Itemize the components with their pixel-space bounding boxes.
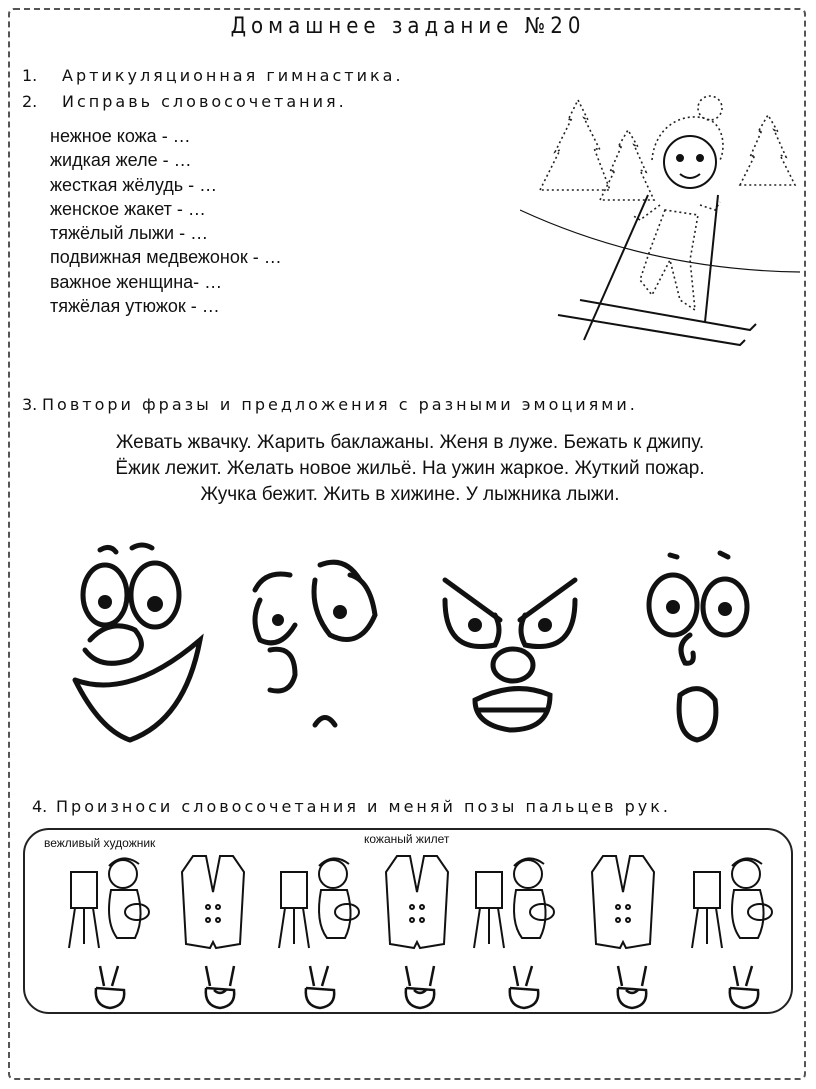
task-text: Произноси словосочетания и меняй позы пальцев рук. bbox=[56, 797, 672, 816]
task-3 bbox=[22, 395, 638, 414]
sentence-line: Жучка бежит. Жить в хижине. У лыжника лыжи. bbox=[200, 484, 620, 505]
v-hand-icon bbox=[502, 962, 546, 1010]
artist-icon bbox=[275, 852, 365, 952]
sentence-line: Жевать жвачку. Жарить баклажаны. Женя в луже. Бежать к джипу. bbox=[115, 432, 705, 453]
task-1 bbox=[22, 66, 404, 85]
vest-icon bbox=[178, 852, 248, 952]
task-number: 1. bbox=[22, 66, 38, 85]
v-hand-icon bbox=[722, 962, 766, 1010]
horns-hand-icon bbox=[610, 962, 654, 1010]
v-hand-icon bbox=[88, 962, 132, 1010]
task-4 bbox=[32, 797, 671, 816]
sentence-block bbox=[20, 430, 800, 508]
phrase-item: тяжёлый лыжи - … bbox=[50, 223, 209, 244]
v-hand-icon bbox=[298, 962, 342, 1010]
horns-hand-icon bbox=[198, 962, 242, 1010]
sad-face-icon bbox=[240, 550, 390, 755]
task-text: Исправь словосочетания. bbox=[62, 92, 347, 111]
task-2 bbox=[22, 92, 347, 111]
happy-face-icon bbox=[60, 540, 210, 755]
task-text: Артикуляционная гимнастика. bbox=[62, 66, 404, 85]
artist-icon bbox=[688, 852, 778, 952]
task-number: 3. bbox=[22, 395, 38, 414]
task-number: 2. bbox=[22, 92, 38, 111]
phrase-item: важное женщина- … bbox=[50, 271, 223, 292]
artist-icon bbox=[470, 852, 560, 952]
label-vest: кожаный жилет bbox=[364, 832, 450, 846]
phrase-item: подвижная медвежонок - … bbox=[50, 247, 282, 268]
horns-hand-icon bbox=[398, 962, 442, 1010]
phrase-item: жидкая желе - … bbox=[50, 150, 192, 171]
page-title: Домашнее задание №20 bbox=[230, 14, 586, 39]
phrase-item: женское жакет - … bbox=[50, 198, 206, 219]
task-number: 4. bbox=[32, 797, 48, 816]
task-text: Повтори фразы и предложения с разными эмоциями. bbox=[42, 395, 638, 414]
label-artist: вежливый художник bbox=[44, 836, 156, 850]
angry-face-icon bbox=[435, 560, 585, 750]
phrase-item: нежное кожа - … bbox=[50, 126, 191, 146]
skier-illustration bbox=[520, 90, 800, 360]
surprised-face-icon bbox=[635, 545, 765, 760]
phrase-item: жесткая жёлудь - … bbox=[50, 174, 218, 195]
phrase-item: тяжёлая утюжок - … bbox=[50, 296, 220, 317]
artist-icon bbox=[65, 852, 155, 952]
sentence-line: Ёжик лежит. Желать новое жильё. На ужин жаркое. Жуткий пожар. bbox=[115, 458, 705, 479]
vest-icon bbox=[382, 852, 452, 952]
phrase-list bbox=[50, 124, 282, 318]
vest-icon bbox=[588, 852, 658, 952]
